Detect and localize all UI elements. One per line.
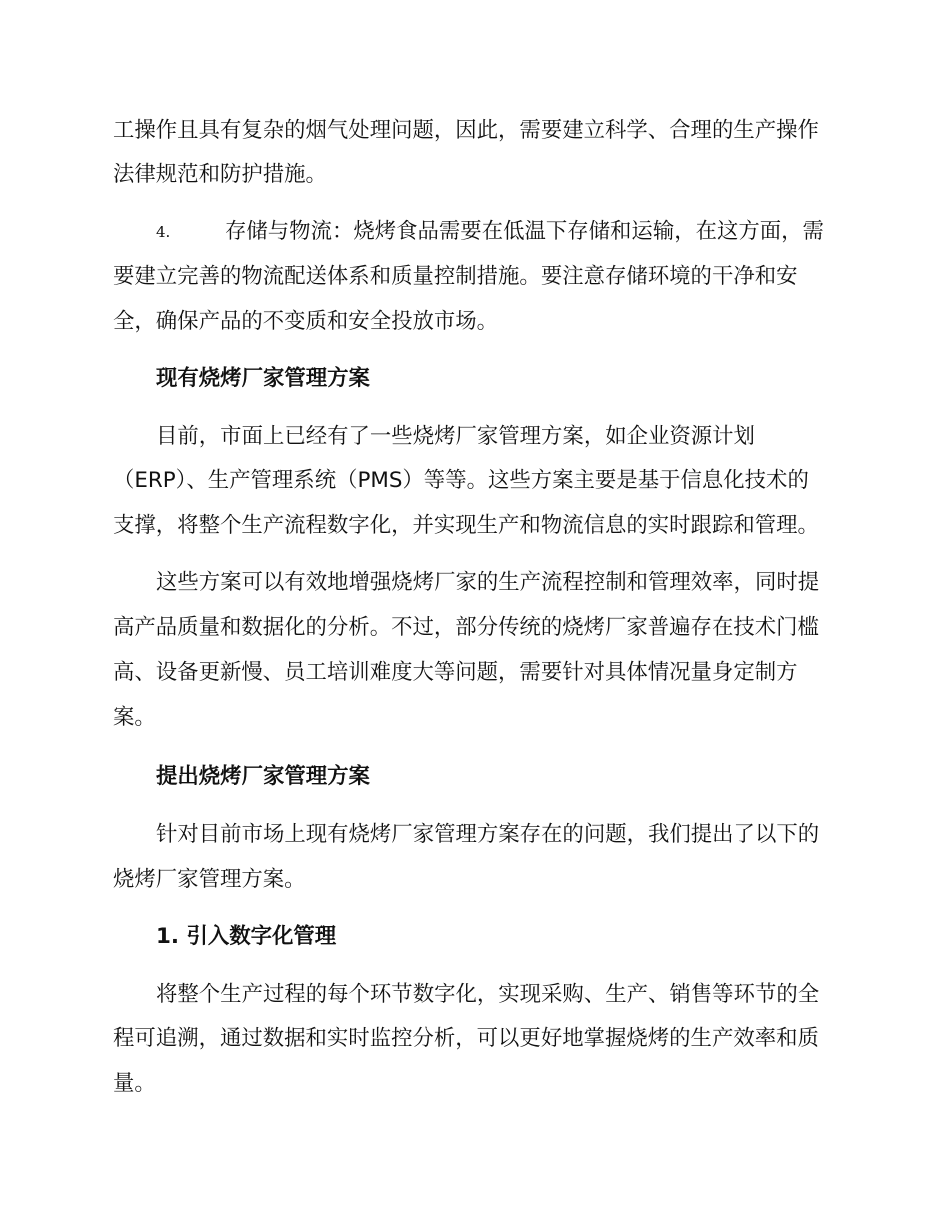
section-heading: 提出烧烤厂家管理方案 [156, 764, 370, 789]
paragraph-line: 量。 [113, 1071, 156, 1096]
paragraph-line: 程可追溯，通过数据和实时监控分析，可以更好地掌握烧烤的生产效率和质 [113, 1026, 819, 1051]
section-heading: 现有烧烤厂家管理方案 [156, 366, 370, 391]
paragraph-line: 烧烤厂家管理方案。 [113, 867, 306, 892]
paragraph-line: （ERP）、生产管理系统（PMS）等等。这些方案主要是基于信息化技术的 [113, 468, 809, 493]
list-number: 4. [156, 223, 171, 241]
paragraph-line: 针对目前市场上现有烧烤厂家管理方案存在的问题，我们提出了以下的 [156, 822, 820, 847]
paragraph-line: 工操作且具有复杂的烟气处理问题，因此，需要建立科学、合理的生产操作 [113, 118, 819, 143]
paragraph-line: 高、设备更新慢、员工培训难度大等问题，需要针对具体情况量身定制方 [113, 660, 798, 685]
paragraph-line: 这些方案可以有效地增强烧烤厂家的生产流程控制和管理效率，同时提 [156, 570, 820, 595]
paragraph-line: 全，确保产品的不变质和安全投放市场。 [113, 309, 499, 334]
paragraph-line: 要建立完善的物流配送体系和质量控制措施。要注意存储环境的干净和安 [113, 264, 798, 289]
paragraph-line: 支撑，将整个生产流程数字化，并实现生产和物流信息的实时跟踪和管理。 [113, 513, 819, 538]
paragraph-line: 目前，市面上已经有了一些烧烤厂家管理方案，如企业资源计划 [156, 424, 755, 449]
subsection-heading: 1. 引入数字化管理 [156, 924, 337, 949]
paragraph-line: 案。 [113, 705, 156, 730]
paragraph-line: 存储与物流：烧烤食品需要在低温下存储和运输，在这方面，需 [225, 219, 824, 244]
paragraph-line: 法律规范和防护措施。 [113, 162, 327, 187]
paragraph-line: 高产品质量和数据化的分析。不过，部分传统的烧烤厂家普遍存在技术门槛 [113, 615, 819, 640]
paragraph-line: 将整个生产过程的每个环节数字化，实现采购、生产、销售等环节的全 [156, 982, 820, 1007]
